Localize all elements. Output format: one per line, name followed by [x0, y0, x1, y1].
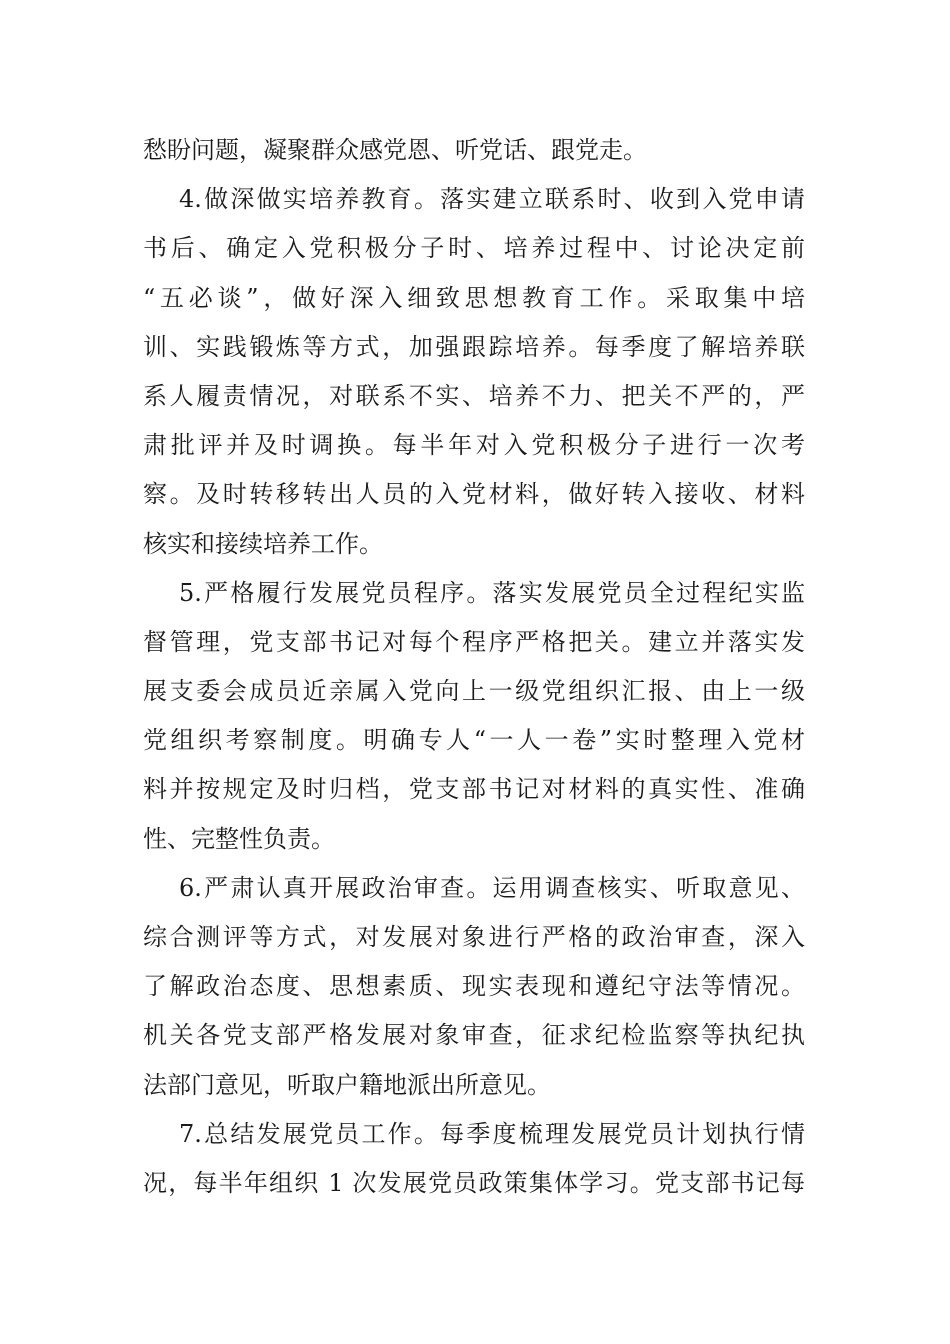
document-line: 系人履责情况，对联系不实、培养不力、把关不严的，严 [143, 381, 805, 410]
document-line: 性、完整性负责。 [143, 824, 335, 853]
document-line: 察。及时转移转出人员的入党材料，做好转入接收、材料 [143, 480, 805, 509]
document-line: 了解政治态度、思想素质、现实表现和遵纪守法等情况。 [143, 972, 805, 1001]
document-line: 6.严肃认真开展政治审查。运用调查核实、听取意见、 [179, 873, 805, 902]
document-line: 核实和接续培养工作。 [143, 529, 383, 558]
document-line: 训、实践锻炼等方式，加强跟踪培养。每季度了解培养联 [143, 332, 805, 361]
document-line: 督管理，党支部书记对每个程序严格把关。建立并落实发 [143, 627, 805, 656]
document-line: 展支委会成员近亲属入党向上一级党组织汇报、由上一级 [143, 677, 805, 706]
document-line: “五必谈”，做好深入细致思想教育工作。采取集中培 [143, 283, 805, 312]
document-line: 7.总结发展党员工作。每季度梳理发展党员计划执行情 [179, 1119, 805, 1148]
document-line: 书后、确定入党积极分子时、培养过程中、讨论决定前 [143, 234, 805, 263]
document-line: 4.做深做实培养教育。落实建立联系时、收到入党申请 [179, 185, 805, 214]
document-line: 5.严格履行发展党员程序。落实发展党员全过程纪实监 [179, 578, 805, 607]
document-body [143, 126, 805, 1208]
document-line: 法部门意见，听取户籍地派出所意见。 [143, 1070, 551, 1099]
document-line: 综合测评等方式，对发展对象进行严格的政治审查，深入 [143, 923, 805, 951]
document-line: 肃批评并及时调换。每半年对入党积极分子进行一次考 [143, 431, 805, 460]
document-line: 况，每半年组织 1 次发展党员政策集体学习。党支部书记每 [143, 1168, 805, 1197]
document-line: 料并按规定及时归档，党支部书记对材料的真实性、准确 [143, 775, 805, 804]
document-line: 机关各党支部严格发展对象审查，征求纪检监察等执纪执 [143, 1021, 805, 1050]
document-line: 愁盼问题，凝聚群众感党恩、听党话、跟党走。 [143, 136, 647, 164]
document-line: 党组织考察制度。明确专人“一人一卷”实时整理入党材 [143, 726, 805, 755]
